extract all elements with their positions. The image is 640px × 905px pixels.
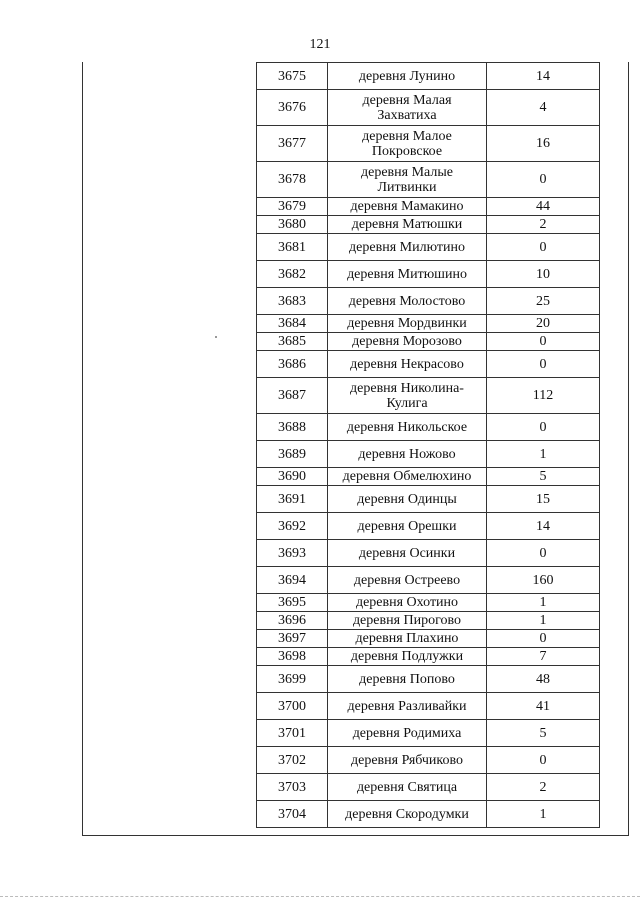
table-row bbox=[257, 612, 600, 630]
scan-speck bbox=[215, 336, 217, 338]
table-row bbox=[257, 720, 600, 747]
settlement-name-cell: деревня Орешки bbox=[328, 513, 487, 540]
settlement-name-cell: деревня Обмелюхино bbox=[328, 468, 487, 486]
value-cell: 25 bbox=[487, 288, 600, 315]
settlement-name-cell: деревня Плахино bbox=[328, 630, 487, 648]
value-cell: 2 bbox=[487, 774, 600, 801]
value-cell: 0 bbox=[487, 540, 600, 567]
value-cell: 0 bbox=[487, 333, 600, 351]
row-number-cell: 3699 bbox=[257, 666, 328, 693]
table-row bbox=[257, 198, 600, 216]
row-number-cell: 3701 bbox=[257, 720, 328, 747]
row-number-cell: 3679 bbox=[257, 198, 328, 216]
settlement-name-cell: деревня Рябчиково bbox=[328, 747, 487, 774]
table-row bbox=[257, 378, 600, 414]
table-row bbox=[257, 351, 600, 378]
row-number-cell: 3687 bbox=[257, 378, 328, 414]
table-row bbox=[257, 801, 600, 828]
table-row bbox=[257, 666, 600, 693]
row-number-cell: 3682 bbox=[257, 261, 328, 288]
row-number-cell: 3694 bbox=[257, 567, 328, 594]
value-cell: 0 bbox=[487, 630, 600, 648]
row-number-cell: 3702 bbox=[257, 747, 328, 774]
table-row bbox=[257, 261, 600, 288]
settlement-name-cell: деревня Разливайки bbox=[328, 693, 487, 720]
settlement-name-cell: деревня Матюшки bbox=[328, 216, 487, 234]
row-number-cell: 3695 bbox=[257, 594, 328, 612]
settlement-name-cell: деревня Некрасово bbox=[328, 351, 487, 378]
row-number-cell: 3676 bbox=[257, 90, 328, 126]
settlement-name-cell: деревня Морозово bbox=[328, 333, 487, 351]
table-row bbox=[257, 540, 600, 567]
settlement-name-cell: деревня Подлужки bbox=[328, 648, 487, 666]
table-row bbox=[257, 288, 600, 315]
table-row bbox=[257, 216, 600, 234]
value-cell: 14 bbox=[487, 513, 600, 540]
value-cell: 1 bbox=[487, 612, 600, 630]
row-number-cell: 3686 bbox=[257, 351, 328, 378]
row-number-cell: 3684 bbox=[257, 315, 328, 333]
settlement-name-cell: деревня Молостово bbox=[328, 288, 487, 315]
settlement-name-cell: деревня Пирогово bbox=[328, 612, 487, 630]
value-cell: 15 bbox=[487, 486, 600, 513]
settlement-name-cell: деревня Ножово bbox=[328, 441, 487, 468]
table-row bbox=[257, 162, 600, 198]
value-cell: 44 bbox=[487, 198, 600, 216]
settlement-name-cell: деревня Мамакино bbox=[328, 198, 487, 216]
value-cell: 7 bbox=[487, 648, 600, 666]
row-number-cell: 3681 bbox=[257, 234, 328, 261]
settlement-name-cell: деревня Охотино bbox=[328, 594, 487, 612]
table-row bbox=[257, 648, 600, 666]
row-number-cell: 3683 bbox=[257, 288, 328, 315]
value-cell: 0 bbox=[487, 162, 600, 198]
table-row bbox=[257, 630, 600, 648]
value-cell: 10 bbox=[487, 261, 600, 288]
value-cell: 160 bbox=[487, 567, 600, 594]
row-number-cell: 3697 bbox=[257, 630, 328, 648]
row-number-cell: 3691 bbox=[257, 486, 328, 513]
settlement-name-cell: деревня Родимиха bbox=[328, 720, 487, 747]
table-row bbox=[257, 90, 600, 126]
table-row bbox=[257, 234, 600, 261]
table-row bbox=[257, 414, 600, 441]
row-number-cell: 3693 bbox=[257, 540, 328, 567]
table-row bbox=[257, 63, 600, 90]
value-cell: 1 bbox=[487, 441, 600, 468]
value-cell: 0 bbox=[487, 747, 600, 774]
row-number-cell: 3680 bbox=[257, 216, 328, 234]
row-number-cell: 3677 bbox=[257, 126, 328, 162]
table-row bbox=[257, 567, 600, 594]
value-cell: 41 bbox=[487, 693, 600, 720]
settlement-name-cell: деревня Мордвинки bbox=[328, 315, 487, 333]
value-cell: 1 bbox=[487, 594, 600, 612]
value-cell: 2 bbox=[487, 216, 600, 234]
row-number-cell: 3704 bbox=[257, 801, 328, 828]
settlement-name-cell: деревня Никольское bbox=[328, 414, 487, 441]
row-number-cell: 3692 bbox=[257, 513, 328, 540]
settlement-name-cell: деревня Попово bbox=[328, 666, 487, 693]
settlement-name-cell: деревня Малая Захватиха bbox=[328, 90, 487, 126]
value-cell: 20 bbox=[487, 315, 600, 333]
row-number-cell: 3689 bbox=[257, 441, 328, 468]
settlement-name-cell: деревня Николина-Кулига bbox=[328, 378, 487, 414]
row-number-cell: 3678 bbox=[257, 162, 328, 198]
value-cell: 48 bbox=[487, 666, 600, 693]
scan-edge bbox=[0, 896, 640, 905]
value-cell: 5 bbox=[487, 720, 600, 747]
row-number-cell: 3700 bbox=[257, 693, 328, 720]
row-number-cell: 3675 bbox=[257, 63, 328, 90]
table-row bbox=[257, 468, 600, 486]
settlement-name-cell: деревня Одинцы bbox=[328, 486, 487, 513]
settlement-name-cell: деревня Святица bbox=[328, 774, 487, 801]
settlement-name-cell: деревня Милютино bbox=[328, 234, 487, 261]
value-cell: 14 bbox=[487, 63, 600, 90]
settlement-name-cell: деревня Малое Покровское bbox=[328, 126, 487, 162]
value-cell: 0 bbox=[487, 234, 600, 261]
table-row bbox=[257, 693, 600, 720]
table-row bbox=[257, 513, 600, 540]
settlements-table bbox=[256, 62, 600, 828]
table-row bbox=[257, 486, 600, 513]
settlement-name-cell: деревня Лунино bbox=[328, 63, 487, 90]
value-cell: 5 bbox=[487, 468, 600, 486]
row-number-cell: 3688 bbox=[257, 414, 328, 441]
settlement-name-cell: деревня Скородумки bbox=[328, 801, 487, 828]
table-row bbox=[257, 126, 600, 162]
value-cell: 16 bbox=[487, 126, 600, 162]
settlement-name-cell: деревня Осинки bbox=[328, 540, 487, 567]
table-row bbox=[257, 315, 600, 333]
settlements-table-body bbox=[257, 63, 600, 828]
table-row bbox=[257, 774, 600, 801]
page-number: 121 bbox=[309, 37, 331, 52]
row-number-cell: 3690 bbox=[257, 468, 328, 486]
row-number-cell: 3696 bbox=[257, 612, 328, 630]
settlement-name-cell: деревня Остреево bbox=[328, 567, 487, 594]
table-row bbox=[257, 441, 600, 468]
settlement-name-cell: деревня Малые Литвинки bbox=[328, 162, 487, 198]
value-cell: 112 bbox=[487, 378, 600, 414]
row-number-cell: 3703 bbox=[257, 774, 328, 801]
value-cell: 4 bbox=[487, 90, 600, 126]
table-row bbox=[257, 594, 600, 612]
value-cell: 0 bbox=[487, 351, 600, 378]
table-row bbox=[257, 333, 600, 351]
value-cell: 1 bbox=[487, 801, 600, 828]
settlement-name-cell: деревня Митюшино bbox=[328, 261, 487, 288]
value-cell: 0 bbox=[487, 414, 600, 441]
row-number-cell: 3685 bbox=[257, 333, 328, 351]
row-number-cell: 3698 bbox=[257, 648, 328, 666]
table-row bbox=[257, 747, 600, 774]
